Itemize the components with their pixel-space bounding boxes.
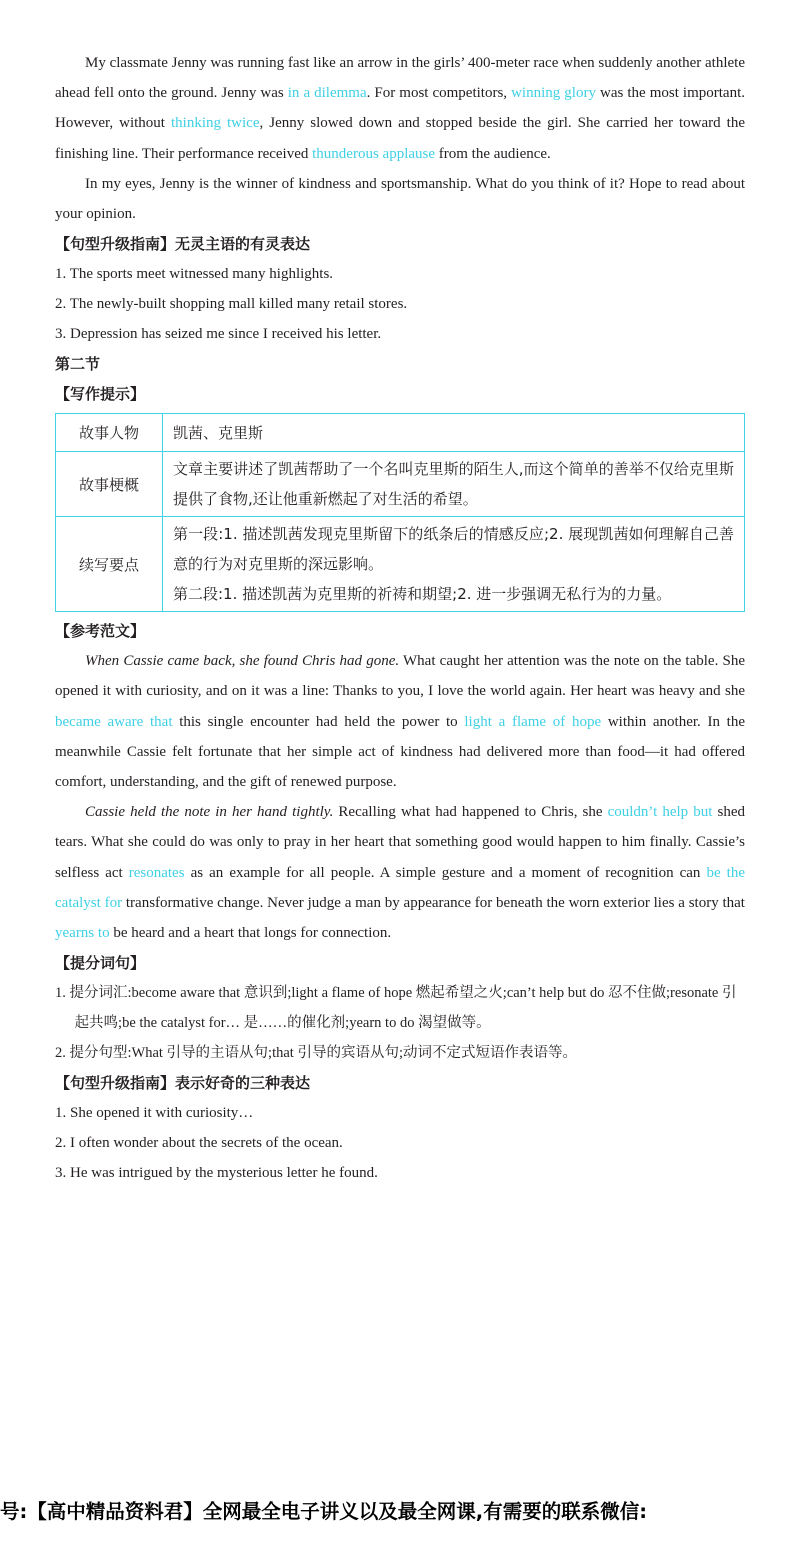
highlight-phrase: yearns to	[55, 925, 110, 942]
table-value-cell: 凯茜、克里斯	[163, 414, 745, 452]
table-value-cell	[163, 517, 745, 612]
model-paragraph-2: Cassie held the note in her hand tightly. Recalling what had happened to Chris, she couldn’t help but shed tears. What she could do was only to pray in her heart that something good would happen to him finally. Cassie’s selfless act resonates as an example for all people. A simple gesture and a moment of recognition can be the catalyst for transformative change. Never judge a man by appearance for beneath the worn exterior lies a story that yearns to be heard and a heart that longs for connection.	[55, 804, 746, 942]
highlight-phrase: winning glory	[511, 85, 596, 102]
section-heading: 【参考范文】	[55, 622, 146, 641]
table-row	[56, 452, 745, 517]
section-heading: 【句型升级指南】无灵主语的有灵表达	[55, 235, 311, 254]
list-item: 1. 提分词汇:become aware that 意识到;light a flame of hope 燃起希望之火;can’t help but do 忍不住做;resonate 引起共鸣;be the catalyst for… 是……的催化剂;yearn to do 渴望做等。	[55, 985, 737, 1032]
highlight-phrase: became aware that	[55, 713, 173, 730]
section-heading: 【提分词句】	[55, 954, 146, 973]
list-item: 1. The sports meet witnessed many highlights.	[55, 266, 334, 283]
essay-paragraph-2: In my eyes, Jenny is the winner of kindness and sportsmanship. What do you think of it? Hope to read about your opinion.	[55, 175, 745, 223]
section-heading: 【写作提示】	[55, 385, 146, 404]
table-value-cell: 文章主要讲述了凯茜帮助了一个名叫克里斯的陌生人,而这个简单的善举不仅给克里斯提供了食物,还让他重新燃起了对生活的希望。	[163, 452, 745, 517]
table-key-cell: 故事梗概	[56, 452, 163, 517]
table-value-line: 第一段:1. 描述凯茜发现克里斯留下的纸条后的情感反应;2. 展现凯茜如何理解自己善意的行为对克里斯的深远影响。	[173, 525, 734, 574]
italic-opening: Cassie held the note in her hand tightly.	[85, 804, 334, 821]
table-key-cell: 续写要点	[56, 517, 163, 612]
table-row	[56, 517, 745, 612]
promo-footer: 号:【高中精品资料君】全网最全电子讲义以及最全网课,有需要的联系微信:	[0, 1500, 648, 1523]
model-paragraph-1: When Cassie came back, she found Chris had gone. What caught her attention was the note on the table. She opened it with curiosity, and on it was a line: Thanks to you, I love the world again. Her heart was heavy and she became aware that this single encounter had held the power to light a flame of hope within another. In the meanwhile Cassie felt fortunate that her simple act of kindness had delivered more than food—it had offered comfort, understanding, and the gift of renewed purpose.	[55, 653, 746, 791]
essay-paragraph-1: My classmate Jenny was running fast like an arrow in the girls’ 400-meter race when suddenly another athlete ahead fell onto the ground. Jenny was in a dilemma. For most competitors, winning glory was the most important. However, without thinking twice, Jenny slowed down and stopped beside the girl. She carried her toward the finishing line. Their performance received thunderous applause from the audience.	[55, 55, 745, 162]
highlight-phrase: thunderous applause	[312, 145, 436, 162]
list-item: 2. The newly-built shopping mall killed many retail stores.	[55, 296, 408, 313]
list-item: 1. She opened it with curiosity…	[55, 1105, 254, 1122]
list-item: 2. 提分句型:What 引导的主语从句;that 引导的宾语从句;动词不定式短语作表语等。	[55, 1045, 577, 1062]
highlight-phrase: thinking twice	[170, 115, 260, 132]
table-row	[56, 414, 745, 452]
table-key-cell: 故事人物	[56, 414, 163, 452]
table-value-line: 第二段:1. 描述凯茜为克里斯的祈祷和期望;2. 进一步强调无私行为的力量。	[173, 585, 672, 604]
italic-opening: When Cassie came back, she found Chris had gone.	[85, 653, 400, 670]
document-body	[55, 48, 745, 1188]
highlight-phrase: resonates	[128, 864, 185, 881]
highlight-phrase: in a dilemma	[287, 85, 367, 102]
highlight-phrase: light a flame of hope	[464, 713, 602, 730]
list-item: 3. He was intrigued by the mysterious letter he found.	[55, 1165, 378, 1182]
writing-tips-table	[55, 413, 745, 612]
section-title: 第二节	[55, 355, 101, 374]
list-item: 3. Depression has seized me since I received his letter.	[55, 326, 382, 343]
section-heading: 【句型升级指南】表示好奇的三种表达	[55, 1074, 311, 1093]
highlight-phrase: be the catalyst for	[55, 864, 746, 911]
highlight-phrase: couldn’t help but	[607, 804, 713, 821]
list-item: 2. I often wonder about the secrets of the ocean.	[55, 1135, 343, 1152]
